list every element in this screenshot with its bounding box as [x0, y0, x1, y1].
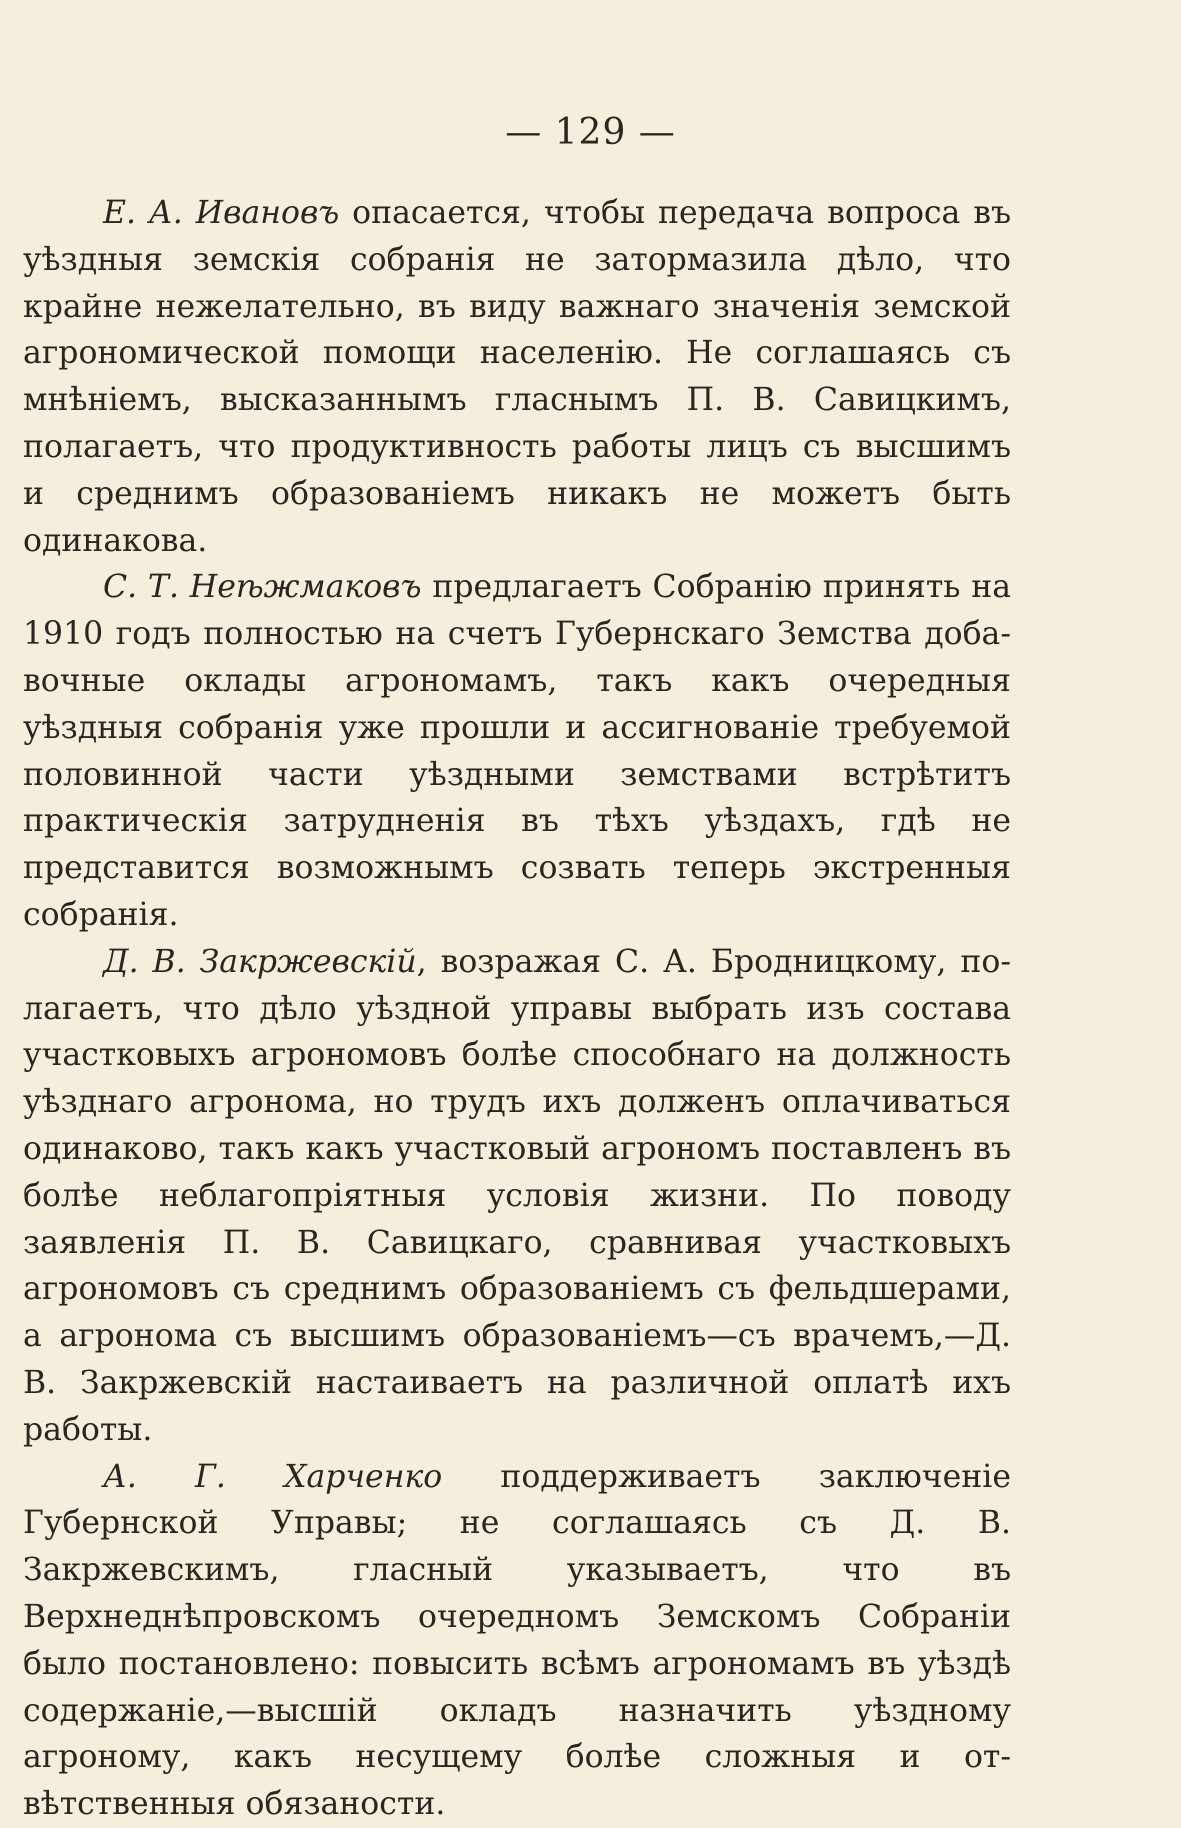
- paragraph-nezhmakov: [23, 564, 1011, 938]
- speaker-name: Д. В. Закржевскій: [103, 943, 417, 980]
- paragraph-text: , возражая С. А. Бродницкому, полагаетъ, что дѣло уѣздной управы выбрать изъ состава участковыхъ агрономовъ болѣе способнаго на должность уѣзднаго агронома, но трудъ ихъ долженъ оплачиваться одинаково, такъ какъ участковый агрономъ поставленъ въ болѣе неблагопріятныя условія жизни. По поводу заявленія П. В. Савицкаго, сравнивая участковыхъ агрономовъ съ среднимъ образованіемъ съ фельдшерами, а агронома съ высшимъ образованіемъ—съ врачемъ,—Д. В. Закржевскій настаиваетъ на различной оплатѣ ихъ работы.: [23, 943, 1011, 1448]
- paragraph-text: опасается, чтобы передача вопроса въ уѣздныя земскія собранія не затормазила дѣло, что крайне нежелательно, въ виду важнаго значенія земской агрономической помощи населенію. Не соглашаясь съ мнѣніемъ, высказаннымъ гласнымъ П. В. Савицкимъ, полагаетъ, что продуктивность работы лицъ съ высшимъ и среднимъ образованіемъ никакъ не можетъ быть одинакова.: [23, 195, 1011, 559]
- speaker-name: С. Т. Неѣжмаковъ: [103, 569, 422, 606]
- paragraph-text: предлагаетъ Собранію принять на 1910 годъ полностью на счетъ Губернскаго Земства добавочные оклады агрономамъ, такъ какъ очередныя уѣздныя собранія уже прошли и ассигнованіе требуемой половинной части уѣздными земствами встрѣтитъ практическія затрудненія въ тѣхъ уѣздахъ, гдѣ не представится возможнымъ созвать теперь экстренныя собранія.: [23, 569, 1011, 933]
- text-block: [23, 190, 1011, 1828]
- paragraph-zakrzhevsky: [23, 939, 1011, 1454]
- paragraph-kharchenko: [23, 1454, 1011, 1828]
- speaker-name: Е. А. Ивановъ: [103, 195, 340, 231]
- page-number: — 129 —: [505, 112, 676, 153]
- paragraph-ivanov: [23, 190, 1011, 564]
- speaker-name: А. Г. Харченко: [103, 1458, 443, 1495]
- paragraph-text: поддерживаетъ заключеніе Губернской Управы; не соглашаясь съ Д. В. Закржевскимъ, гласный указываетъ, что въ Верхнеднѣпровскомъ очередномъ Земскомъ Собраніи было постановлено: повысить всѣмъ агрономамъ въ уѣздѣ содержаніе,—высшій окладъ назначить уѣздному агроному, какъ несущему болѣе сложныя и отвѣтственныя обязаности.: [23, 1458, 1011, 1823]
